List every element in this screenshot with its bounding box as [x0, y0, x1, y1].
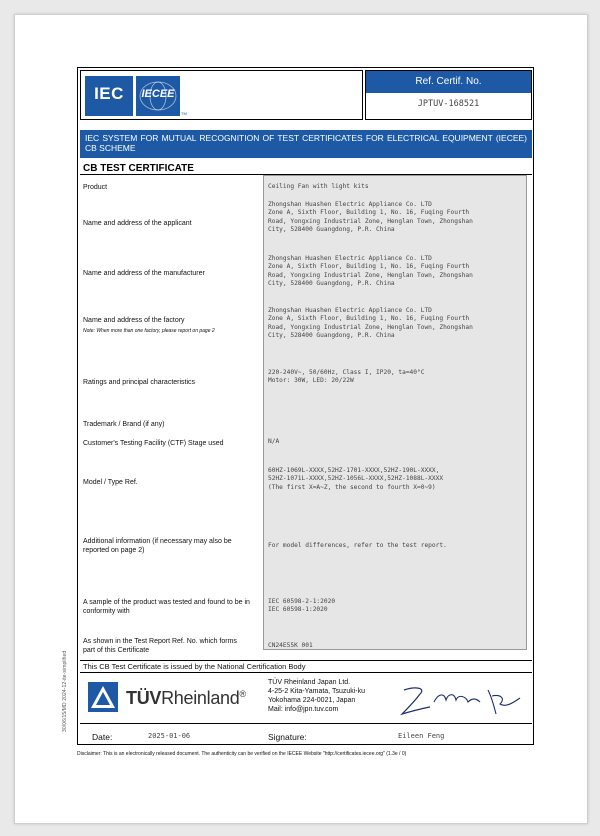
ref-box [365, 70, 532, 120]
value-sample: IEC 60598-2-1:2020 IEC 60598-1:2020 [268, 598, 336, 614]
tuv-reg-mark: ® [239, 689, 246, 699]
signature-label: Signature: [268, 732, 307, 742]
iecee-logo-text: IECEE [141, 88, 175, 100]
tuv-wordmark-b: Rheinland [161, 688, 240, 708]
disclaimer: Disclaimer: This is an electronically released document. The authenticity can be verified on the IECEE Website "http://certificates.iecee.org" (1.3e / 0) [77, 751, 407, 757]
label-product: Product [83, 184, 108, 191]
ncb-logo [80, 674, 260, 720]
handwritten-signature [396, 680, 526, 720]
tuv-wordmark [126, 688, 246, 709]
header [78, 68, 532, 124]
value-ratings: 220-240V~, 50/60Hz, Class I, IP20, ta=40°C Motor: 30W, LED: 20/22W [268, 369, 425, 385]
trademark-mark: TM [181, 111, 187, 116]
certificate-body [77, 67, 534, 745]
ncb-address-line: Mail: info@jpn.tuv.com [268, 706, 339, 713]
date-value: 2025-01-06 [148, 732, 191, 740]
label-sample: A sample of the product was tested and found to be in conformity with [83, 599, 250, 615]
side-print: 30/06/15/MD 2024-12-ite-simplified [62, 650, 68, 732]
label-ratings: Ratings and principal characteristics [83, 379, 196, 386]
label-additional: Additional information (if necessary may also be reported on page 2) [83, 538, 232, 554]
label-applicant: Name and address of the applicant [83, 220, 192, 227]
label-factory-note: Note: When more than one factory, please report on page 2 [83, 328, 215, 334]
label-manufacturer: Name and address of the manufacturer [83, 270, 205, 277]
label-model: Model / Type Ref. [83, 479, 138, 486]
issued-by: This CB Test Certificate is issued by the National Certification Body [83, 662, 306, 671]
iec-logo [85, 76, 133, 116]
issued-rule [80, 660, 532, 661]
label-factory: Name and address of the factory [83, 317, 185, 324]
label-report: As shown in the Test Report Ref. No. which forms part of this Certificate [83, 638, 237, 654]
value-ctf: N/A [268, 438, 280, 445]
ncb-address [268, 678, 365, 714]
ref-label: Ref. Certif. No. [366, 71, 531, 93]
ncb-top-rule [80, 672, 532, 673]
signature-value: Eileen Feng [398, 732, 445, 740]
ncb-address-line: Yokohama 224-0021, Japan [268, 697, 356, 704]
value-manufacturer: Zhongshan Huashen Electric Appliance Co. LTD Zone A, Sixth Floor, Building 1, No. 16, Fuqing Fourth Road, Yongxing Industrial Zone, Henglan Town, Zhongshan City, 528400 Guangdong, P.R. China [268, 255, 473, 288]
value-factory: Zhongshan Huashen Electric Appliance Co. LTD Zone A, Sixth Floor, Building 1, No. 16, Fuqing Fourth Road, Yongxing Industrial Zone, Henglan Town, Zhongshan City, 528400 Guangdong, P.R. China [268, 307, 473, 340]
iec-logo-text: IEC [94, 84, 124, 103]
value-product: Ceiling Fan with light kits [268, 183, 369, 190]
label-trademark: Trademark / Brand (if any) [83, 421, 165, 428]
certificate-title: CB TEST CERTIFICATE [83, 163, 194, 174]
tuv-triangle-icon [88, 682, 118, 712]
value-report: CN24E55K 001 [268, 642, 313, 649]
date-label: Date: [92, 732, 113, 742]
logo-box [80, 70, 363, 120]
tuv-wordmark-a: TÜV [126, 688, 162, 708]
field-values-box [263, 175, 527, 650]
label-ctf: Customer's Testing Facility (CTF) Stage used [83, 440, 224, 447]
value-model: 60HZ-1069L-XXXX,52HZ-1701-XXXX,52HZ-190L-XXXX, 52HZ-1071L-XXXX,52HZ-1056L-XXXX,52HZ-1088L-XXXX (The first X=A~Z, the second to fourth X=0~9) [268, 467, 444, 491]
ncb-address-line: 4-25-2 Kita-Yamata, Tsuzuki-ku [268, 688, 366, 695]
iecee-logo [136, 76, 180, 116]
ref-value: JPTUV-168521 [417, 99, 480, 109]
value-applicant: Zhongshan Huashen Electric Appliance Co. LTD Zone A, Sixth Floor, Building 1, No. 16, Fuqing Fourth Road, Yongxing Industrial Zone, Henglan Town, Zhongshan City, 528400 Guangdong, P.R. China [268, 201, 473, 234]
value-additional: For model differences, refer to the test report. [268, 542, 447, 549]
ncb-address-line: TÜV Rheinland Japan Ltd. [268, 679, 351, 686]
system-banner: IEC SYSTEM FOR MUTUAL RECOGNITION OF TEST CERTIFICATES FOR ELECTRICAL EQUIPMENT (IECEE) CB SCHEME [80, 130, 532, 158]
date-rule [80, 723, 532, 724]
